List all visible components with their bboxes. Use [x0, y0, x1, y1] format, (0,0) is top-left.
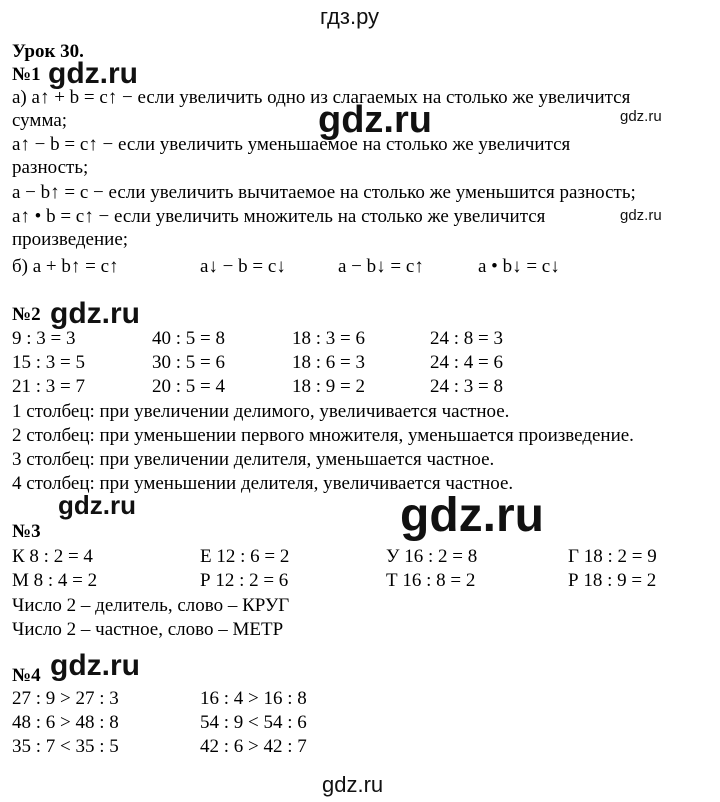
task3-number: №3	[12, 521, 41, 542]
task2-cell: 24 : 3 = 8	[430, 376, 503, 397]
task2-cell: 18 : 9 = 2	[292, 376, 365, 397]
task2-note: 4 столбец: при уменьшении делителя, увеличивается частное.	[12, 473, 514, 494]
watermark-text: gdz.ru	[620, 108, 662, 125]
task3-cell: Р 18 : 9 = 2	[568, 570, 657, 591]
task2-note: 2 столбец: при уменьшении первого множителя, уменьшается произведение.	[12, 425, 634, 446]
task3-cell: К 8 : 2 = 4	[12, 546, 93, 567]
watermark-text: gdz.ru	[48, 57, 138, 90]
site-header: гдз.ру	[320, 4, 380, 29]
watermark-text: gdz.ru	[58, 490, 136, 520]
task2-cell: 24 : 8 = 3	[430, 328, 503, 349]
task2-cell: 18 : 3 = 6	[292, 328, 365, 349]
task4-number: №4	[12, 665, 41, 686]
site-footer: gdz.ru	[322, 772, 384, 797]
task1-part-b-cell: б) a + b↑ = c↑	[12, 256, 119, 277]
watermark-text: gdz.ru	[50, 649, 140, 682]
task2-cell: 40 : 5 = 8	[152, 328, 225, 349]
task3-note: Число 2 – частное, слово – МЕТР	[12, 619, 284, 640]
task1-part-b-cell: a↓ − b = c↓	[200, 256, 286, 277]
task4-cell: 35 : 7 < 35 : 5	[12, 736, 119, 757]
task1-line: а) a↑ + b = c↑ − если увеличить одно из слагаемых на столько же увеличится	[12, 87, 631, 108]
task1-part-b-cell: a − b↓ = c↑	[338, 256, 424, 277]
task4-cell: 42 : 6 > 42 : 7	[200, 736, 307, 757]
task1-line: a − b↑ = c − если увеличить вычитаемое на столько же уменьшится разность;	[12, 182, 636, 203]
task3-cell: Г 18 : 2 = 9	[568, 546, 657, 567]
task1-line: a↑ • b = c↑ − если увеличить множитель на столько же увеличится	[12, 206, 546, 227]
task4-cell: 54 : 9 < 54 : 6	[200, 712, 307, 733]
task2-note: 3 столбец: при увеличении делителя, уменьшается частное.	[12, 449, 495, 470]
task2-cell: 15 : 3 = 5	[12, 352, 85, 373]
task1-line: разность;	[12, 157, 89, 178]
task3-cell: М 8 : 4 = 2	[12, 570, 98, 591]
task3-cell: У 16 : 2 = 8	[386, 546, 478, 567]
task2-cell: 30 : 5 = 6	[152, 352, 225, 373]
task2-number: №2	[12, 304, 41, 325]
task3-cell: Р 12 : 2 = 6	[200, 570, 289, 591]
task1-line: a↑ − b = c↑ − если увеличить уменьшаемое на столько же увеличится	[12, 134, 571, 155]
task2-cell: 9 : 3 = 3	[12, 328, 76, 349]
task3-cell: Т 16 : 8 = 2	[386, 570, 476, 591]
watermark-text: gdz.ru	[318, 99, 432, 141]
task2-cell: 20 : 5 = 4	[152, 376, 225, 397]
watermark-text: gdz.ru	[620, 207, 662, 224]
watermark-text: gdz.ru	[50, 297, 140, 330]
task2-cell: 24 : 4 = 6	[430, 352, 503, 373]
task4-cell: 27 : 9 > 27 : 3	[12, 688, 119, 709]
watermark-text: gdz.ru	[400, 489, 544, 542]
task1-number: №1	[12, 64, 41, 85]
task2-cell: 21 : 3 = 7	[12, 376, 85, 397]
task3-cell: Е 12 : 6 = 2	[200, 546, 290, 567]
task2-cell: 18 : 6 = 3	[292, 352, 365, 373]
task3-note: Число 2 – делитель, слово – КРУГ	[12, 595, 290, 616]
task1-line: произведение;	[12, 229, 129, 250]
task1-line: сумма;	[12, 110, 68, 131]
task1-part-b-cell: a • b↓ = c↓	[478, 256, 560, 277]
task2-note: 1 столбец: при увеличении делимого, увеличивается частное.	[12, 401, 510, 422]
task4-cell: 48 : 6 > 48 : 8	[12, 712, 119, 733]
task4-cell: 16 : 4 > 16 : 8	[200, 688, 307, 709]
lesson-title: Урок 30.	[12, 41, 84, 62]
